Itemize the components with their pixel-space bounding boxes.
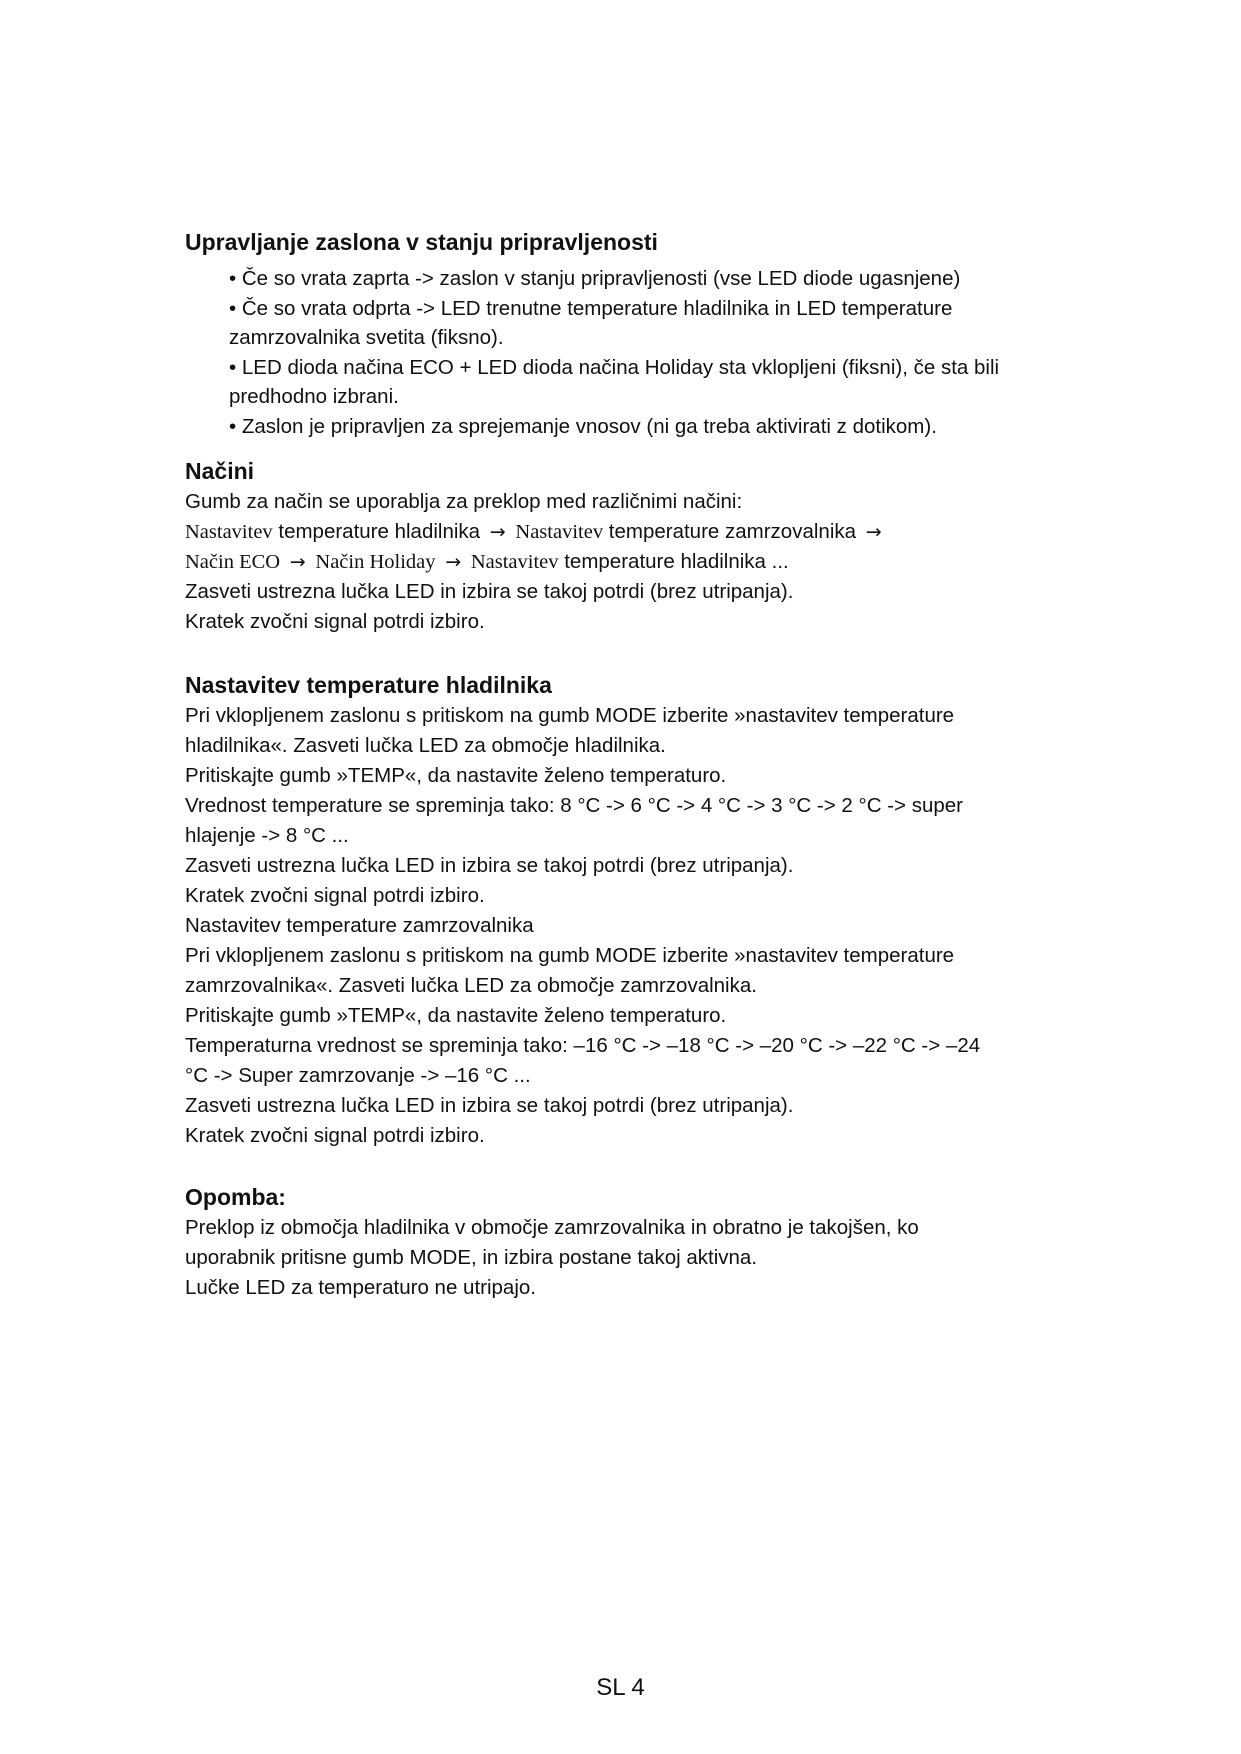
section-title-standby: Upravljanje zaslona v stanju pripravljenosti — [185, 229, 658, 255]
modes-intro: Gumb za način se uporablja za preklop med različnimi načini: — [185, 490, 743, 513]
mode-sequence-line-1 — [185, 517, 1085, 547]
arrow-right-icon: → — [489, 521, 506, 543]
sequence-text: temperature zamrzovalnika — [608, 520, 857, 543]
sequence-text: Nastavitev — [185, 521, 273, 543]
sequence-text: temperature hladilnika ... — [564, 550, 789, 573]
text-line: Zasveti ustrezna lučka LED in izbira se takoj potrdi (brez utripanja). — [185, 1094, 794, 1117]
bullet-line: zamrzovalnika svetita (fiksno). — [229, 326, 504, 349]
text-line: Pri vklopljenem zaslonu s pritiskom na gumb MODE izberite »nastavitev temperature — [185, 704, 955, 727]
section-title-modes: Načini — [185, 458, 255, 484]
text-line: Zasveti ustrezna lučka LED in izbira se takoj potrdi (brez utripanja). — [185, 580, 794, 603]
text-line: Pritiskajte gumb »TEMP«, da nastavite želeno temperaturo. — [185, 764, 727, 787]
mode-sequence-line-2 — [185, 547, 1085, 577]
text-line: Zasveti ustrezna lučka LED in izbira se takoj potrdi (brez utripanja). — [185, 854, 794, 877]
sequence-text: Nastavitev — [515, 521, 604, 543]
page-number: SL 4 — [596, 1674, 645, 1701]
bullet-line: • LED dioda načina ECO + LED dioda načina Holiday sta vklopljeni (fiksni), če sta bili — [229, 355, 1000, 379]
subheading-freezer: Nastavitev temperature zamrzovalnika — [185, 914, 534, 937]
text-line: Lučke LED za temperaturo ne utripajo. — [185, 1276, 536, 1299]
bullet-line: • Če so vrata odprta -> LED trenutne temperature hladilnika in LED temperature — [229, 296, 953, 320]
sequence-text: temperature hladilnika — [278, 520, 481, 543]
text-line: Pritiskajte gumb »TEMP«, da nastavite želeno temperaturo. — [185, 1004, 727, 1027]
section-title-fridge: Nastavitev temperature hladilnika — [185, 672, 552, 698]
bullet-line: • Zaslon je pripravljen za sprejemanje vnosov (ni ga treba aktivirati z dotikom). — [229, 414, 937, 438]
arrow-right-icon: → — [289, 551, 306, 573]
arrow-right-icon: → — [445, 551, 462, 573]
bullet-line: predhodno izbrani. — [229, 385, 399, 408]
text-line: Temperaturna vrednost se spreminja tako: –16 °C -> –18 °C -> –20 °C -> –22 °C -> –24 — [185, 1034, 981, 1057]
section-title-note: Opomba: — [185, 1184, 286, 1210]
text-line: zamrzovalnika«. Zasveti lučka LED za območje zamrzovalnika. — [185, 974, 757, 997]
text-line: Kratek zvočni signal potrdi izbiro. — [185, 610, 485, 633]
text-line: uporabnik pritisne gumb MODE, in izbira postane takoj aktivna. — [185, 1246, 758, 1269]
sequence-text: Način ECO — [185, 551, 281, 573]
sequence-text: Način Holiday — [315, 551, 436, 573]
text-line: °C -> Super zamrzovanje -> –16 °C ... — [185, 1064, 531, 1087]
text-line: Pri vklopljenem zaslonu s pritiskom na gumb MODE izberite »nastavitev temperature — [185, 944, 955, 967]
text-line: hlajenje -> 8 °C ... — [185, 824, 349, 847]
page-content — [185, 226, 1085, 1303]
arrow-right-icon: → — [865, 521, 882, 543]
text-line: Preklop iz območja hladilnika v območje zamrzovalnika in obratno je takojšen, ko — [185, 1216, 919, 1239]
text-line: Kratek zvočni signal potrdi izbiro. — [185, 1124, 485, 1147]
bullet-line: • Če so vrata zaprta -> zaslon v stanju pripravljenosti (vse LED diode ugasnjene) — [229, 267, 961, 290]
sequence-text: Nastavitev — [470, 551, 559, 573]
text-line: hladilnika«. Zasveti lučka LED za območje hladilnika. — [185, 734, 666, 757]
text-line: Vrednost temperature se spreminja tako: 8 °C -> 6 °C -> 4 °C -> 3 °C -> 2 °C -> super — [185, 794, 963, 817]
text-line: Kratek zvočni signal potrdi izbiro. — [185, 884, 485, 907]
standby-bullet-list — [229, 264, 1085, 441]
